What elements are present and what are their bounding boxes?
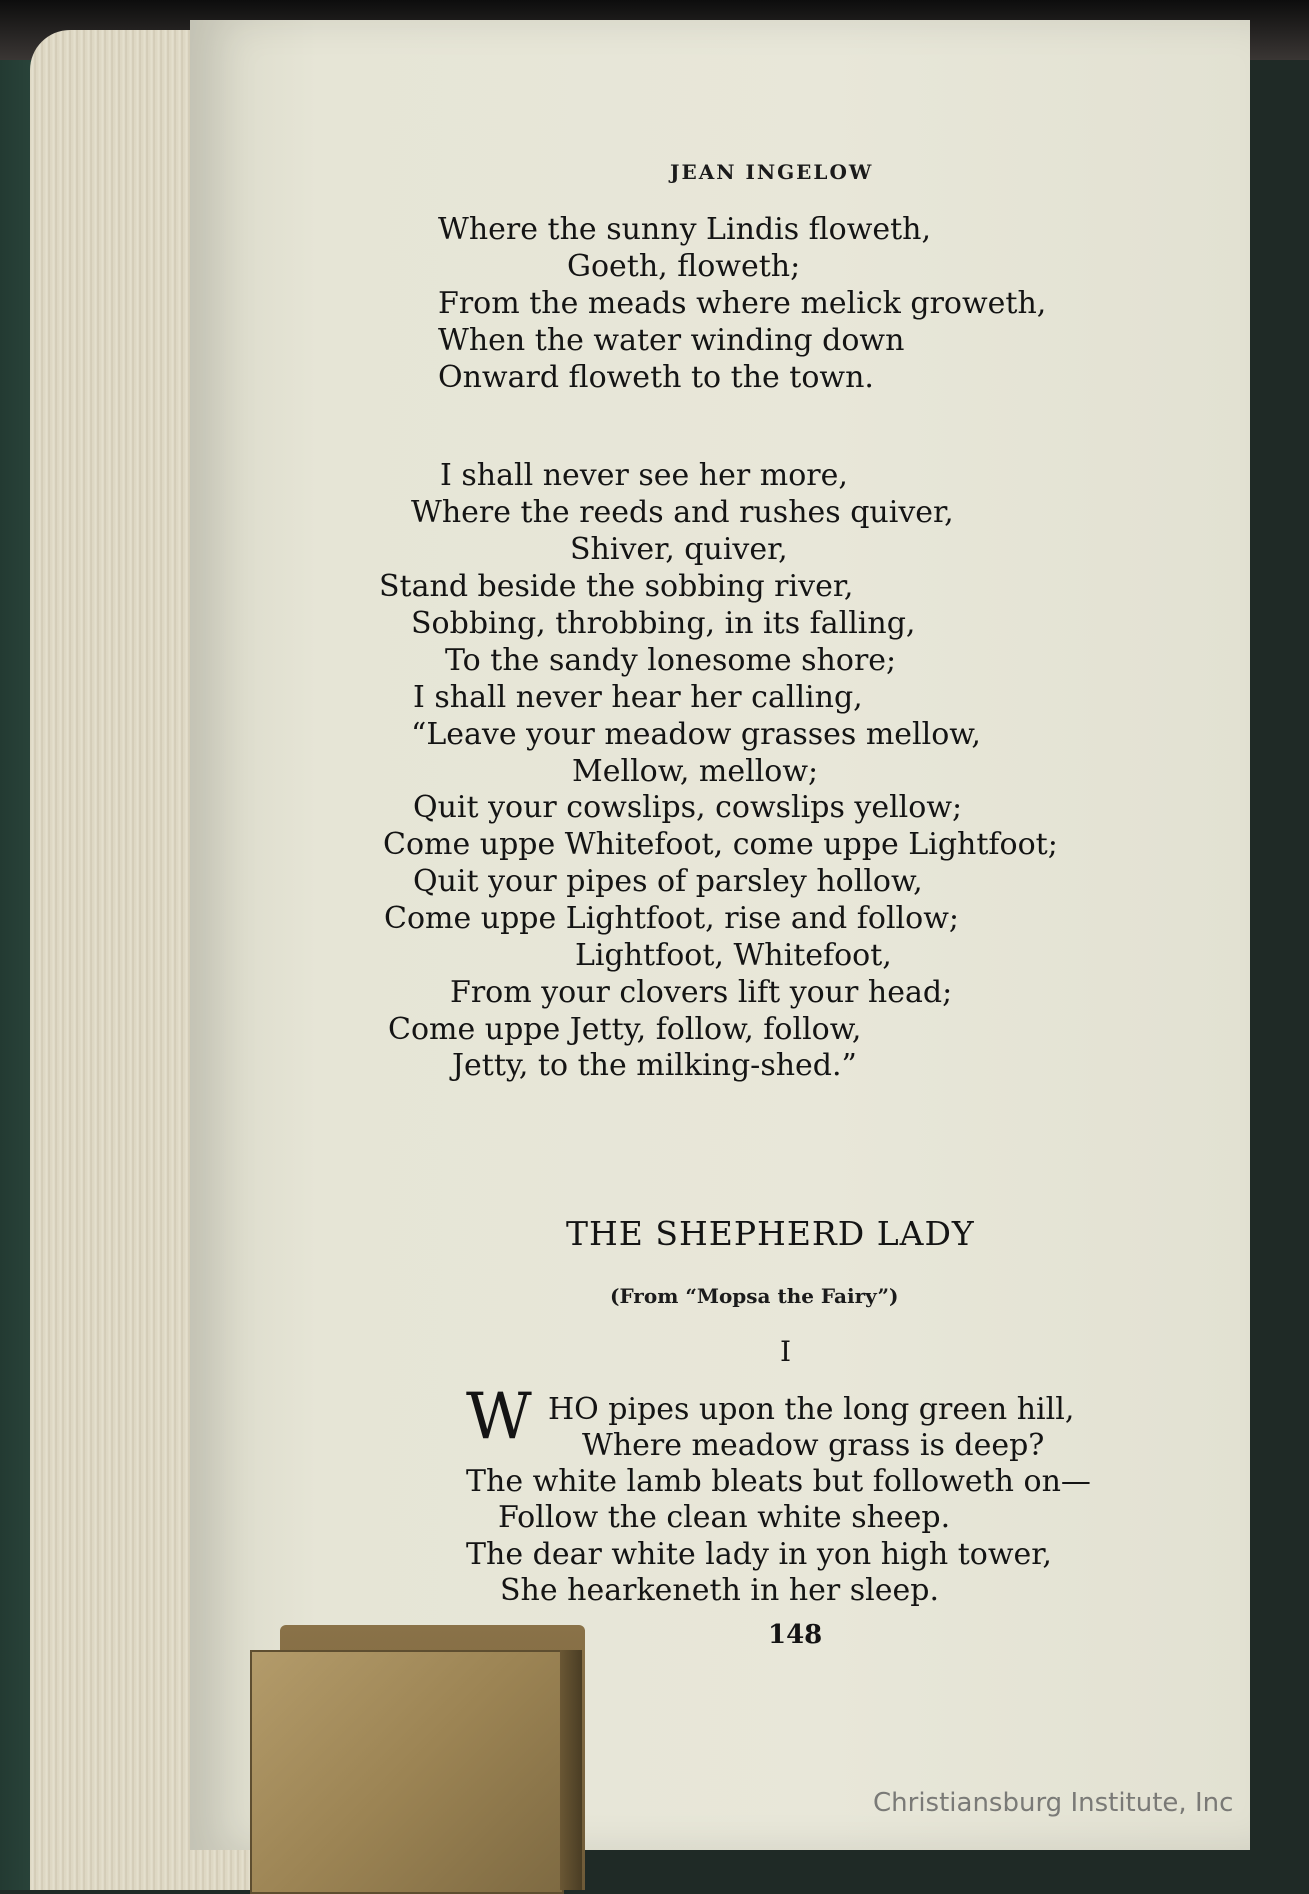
section-numeral: I [780,1335,792,1368]
poem-line: Mellow, mellow; [572,754,819,789]
poem-line: When the water winding down [438,323,905,358]
poem-subtitle: (From “Mopsa the Fairy”) [610,1284,899,1308]
poem-line: HO pipes upon the long green hill, [548,1392,1075,1427]
poem-line: To the sandy lonesome shore; [445,643,897,678]
book-stand-side [560,1650,582,1890]
poem-line: Where the reeds and rushes quiver, [411,495,954,530]
poem-line: Stand beside the sobbing river, [379,569,854,604]
poem-line: Quit your pipes of parsley hollow, [413,864,923,899]
poem-line: Shiver, quiver, [570,532,788,567]
poem-line: Come uppe Jetty, follow, follow, [388,1012,862,1047]
watermark: Christiansburg Institute, Inc [873,1788,1234,1818]
poem-line: From the meads where melick groweth, [438,286,1047,321]
running-head: JEAN INGELOW [670,160,874,184]
poem-line: She hearkeneth in her sleep. [500,1573,940,1608]
book-stand-front [250,1650,564,1894]
page-number: 148 [768,1620,823,1650]
poem-line: Onward floweth to the town. [438,360,874,395]
poem-line: Quit your cowslips, cowslips yellow; [413,790,963,825]
drop-cap: W [466,1380,532,1454]
poem-line: The white lamb bleats but followeth on— [466,1464,1091,1499]
poem-line: Sobbing, throbbing, in its falling, [411,606,916,641]
poem-line: “Leave your meadow grasses mellow, [411,717,981,752]
poem-line: Where the sunny Lindis floweth, [438,212,932,247]
poem-line: Come uppe Lightfoot, rise and follow; [384,901,959,936]
poem-line: The dear white lady in yon high tower, [466,1537,1052,1572]
poem-line: Come uppe Whitefoot, come uppe Lightfoot; [383,827,1058,862]
poem-line: Where meadow grass is deep? [582,1428,1045,1463]
poem-line: Jetty, to the milking-shed.” [452,1048,857,1083]
poem-title: THE SHEPHERD LADY [566,1214,975,1253]
poem-line: Follow the clean white sheep. [498,1500,951,1535]
poem-line: I shall never hear her calling, [413,680,863,715]
poem-line: I shall never see her more, [440,458,848,493]
poem-line: From your clovers lift your head; [450,975,953,1010]
poem-line: Lightfoot, Whitefoot, [575,938,892,973]
poem-line: Goeth, floweth; [567,249,801,284]
